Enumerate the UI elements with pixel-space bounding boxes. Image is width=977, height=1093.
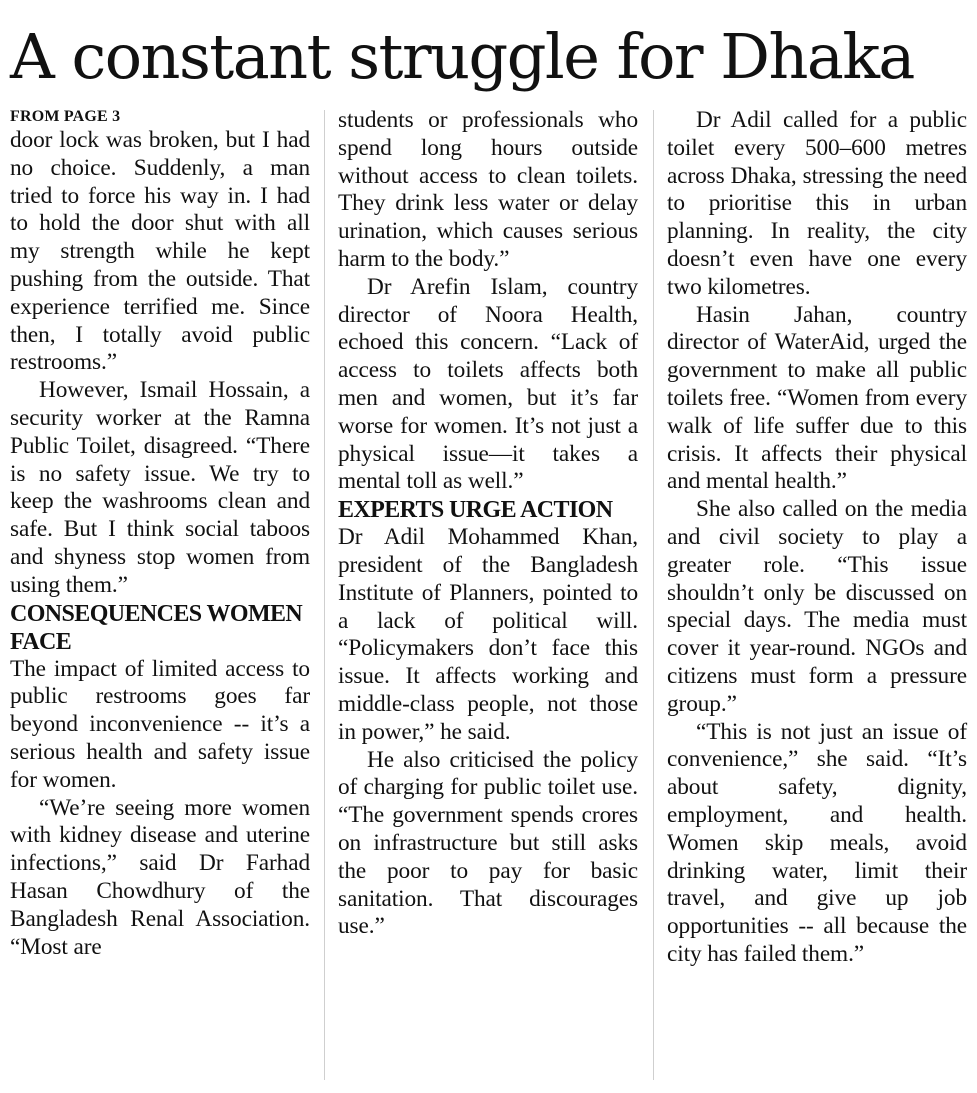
- paragraph: “This is not just an issue of convenience,” she said. “It’s about safety, dignity, employment, and health. Women skip meals, avoid drinking water, limit their travel, and give up job opportunities -- all because the city has failed them.”: [667, 718, 967, 967]
- continuation-kicker: FROM PAGE 3: [10, 108, 121, 125]
- column-divider: [324, 110, 325, 1080]
- article-column-2: [338, 107, 638, 941]
- paragraph: She also called on the media and civil society to play a greater role. “This issue shouldn’t only be discussed on special days. The media must cover it year-round. NGOs and citizens must form a pressure group.”: [667, 496, 967, 717]
- paragraph: Dr Adil called for a public toilet every 500–600 metres across Dhaka, stressing the need to prioritise this in urban planning. In reality, the city doesn’t even have one every two kilometres.: [667, 107, 967, 300]
- paragraph: “We’re seeing more women with kidney disease and uterine infections,” said Dr Farhad Hasan Chowdhury of the Bangladesh Renal Association. “Most are: [10, 794, 310, 960]
- paragraph: door lock was broken, but I had no choice. Suddenly, a man tried to force his way in. I had to hold the door shut with all my strength while he kept pushing from the outside. That experience terrified me. Since then, I totally avoid public restrooms.”: [10, 127, 310, 376]
- paragraph: The impact of limited access to public restrooms goes far beyond inconvenience -- it’s a serious health and safety issue for women.: [10, 655, 310, 793]
- article-column-3: [667, 107, 967, 969]
- paragraph: However, Ismail Hossain, a security worker at the Ramna Public Toilet, disagreed. “There is no safety issue. We try to keep the washrooms clean and safe. But I think social taboos and shyness stop women from using them.”: [10, 377, 310, 598]
- paragraph: Hasin Jahan, country director of WaterAid, urged the government to make all public toilets free. “Women from every walk of life suffer due to this crisis. It affects their physical and mental health.”: [667, 301, 967, 495]
- paragraph: Dr Arefin Islam, country director of Noora Health, echoed this concern. “Lack of access to toilets affects both men and women, but it’s far worse for women. It’s not just a physical issue—it takes a mental toll as well.”: [338, 273, 638, 495]
- headline: A constant struggle for Dhaka: [10, 20, 914, 93]
- section-subhead: EXPERTS URGE ACTION: [338, 497, 613, 524]
- paragraph: students or professionals who spend long hours outside without access to clean toilets. They drink less water or delay urination, which causes serious harm to the body.”: [338, 107, 638, 272]
- column-divider: [653, 110, 654, 1080]
- section-subhead: CONSEQUENCES WOMEN FACE: [10, 600, 303, 655]
- paragraph: Dr Adil Mohammed Khan, president of the Bangladesh Institute of Planners, pointed to a lack of political will. “Policymakers don’t face this issue. It affects working and middle-class people, not those in power,” he said.: [338, 524, 638, 745]
- paragraph: He also criticised the policy of charging for public toilet use. “The government spends crores on infrastructure but still asks the poor to pay for basic sanitation. That discourages use.”: [338, 746, 638, 940]
- article-column-1: [10, 107, 310, 961]
